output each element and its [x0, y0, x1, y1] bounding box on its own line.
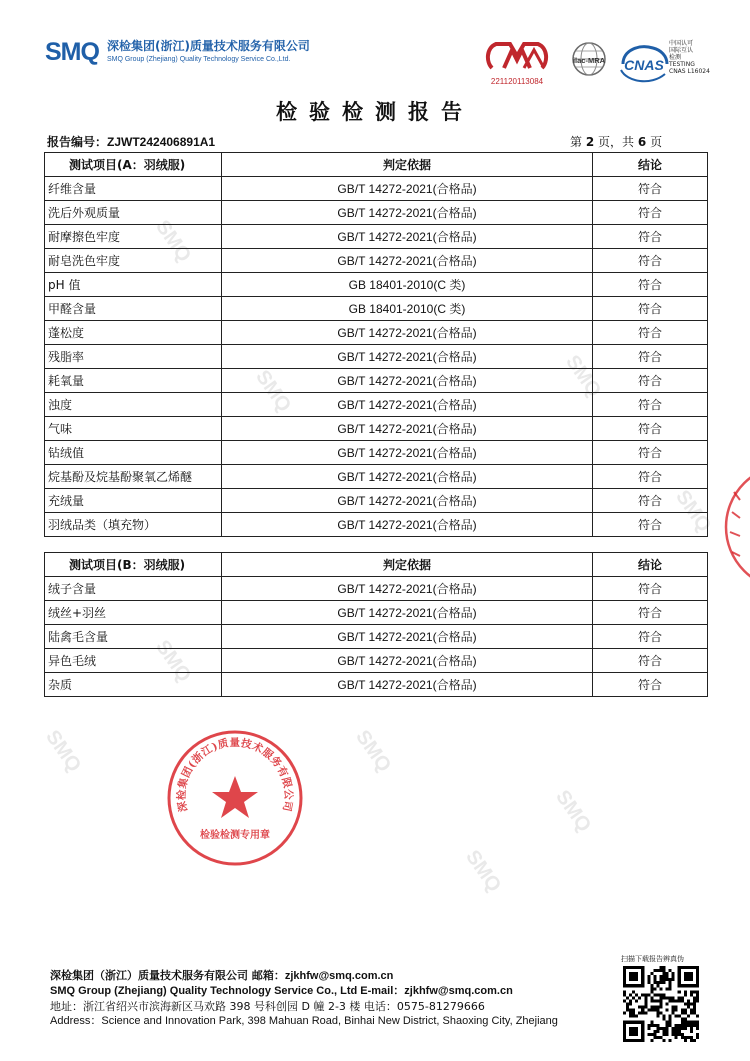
basis-cell: GB/T 14272-2021(合格品)	[222, 201, 593, 225]
watermark: SMQ	[551, 786, 596, 837]
cnas-side-line: TESTING	[669, 61, 695, 68]
footer-email-label: 邮箱：	[251, 969, 285, 982]
conclusion-cell: 符合	[593, 393, 708, 417]
watermark: SMQ	[351, 726, 396, 777]
test-item-cell: 甲醛含量	[45, 297, 222, 321]
table-row	[45, 321, 708, 345]
table-row	[45, 345, 708, 369]
conclusion-cell: 符合	[593, 673, 708, 697]
table-row	[45, 225, 708, 249]
cma-code: 221120113084	[490, 77, 544, 86]
basis-cell: GB/T 14272-2021(合格品)	[222, 489, 593, 513]
basis-cell: GB/T 14272-2021(合格品)	[222, 649, 593, 673]
basis-cell: GB/T 14272-2021(合格品)	[222, 321, 593, 345]
basis-cell: GB/T 14272-2021(合格品)	[222, 673, 593, 697]
table-row	[45, 489, 708, 513]
cnas-side-line: 中国认可	[669, 40, 694, 47]
conclusion-cell: 符合	[593, 489, 708, 513]
page-indicator	[570, 133, 662, 150]
basis-cell: GB/T 14272-2021(合格品)	[222, 577, 593, 601]
table-row	[45, 577, 708, 601]
conclusion-cell: 符合	[593, 321, 708, 345]
conclusion-cell: 符合	[593, 513, 708, 537]
results-table-b	[44, 552, 708, 697]
basis-cell: GB/T 14272-2021(合格品)	[222, 225, 593, 249]
table-row	[45, 465, 708, 489]
company-name-en: SMQ Group (Zhejiang) Quality Technology Service Co.,Ltd.	[106, 55, 291, 63]
test-item-cell: 烷基酚及烷基酚聚氧乙烯醚	[45, 465, 222, 489]
official-seal	[165, 728, 305, 872]
test-item-cell: 充绒量	[45, 489, 222, 513]
test-item-cell: 浊度	[45, 393, 222, 417]
table-row	[45, 417, 708, 441]
conclusion-cell: 符合	[593, 369, 708, 393]
table-row	[45, 249, 708, 273]
test-item-cell: 残脂率	[45, 345, 222, 369]
table-row	[45, 393, 708, 417]
table-row	[45, 649, 708, 673]
seal-bottom-text: 检验检测专用章	[200, 830, 270, 841]
header-conclusion: 结论	[593, 153, 708, 177]
footer-line-address-cn: 地址：浙江省绍兴市滨海新区马欢路 398 号科创园 D 幢 2-3 楼 电话：0575-81279666	[50, 1000, 485, 1013]
conclusion-cell: 符合	[593, 601, 708, 625]
page-mid: 页，共	[598, 135, 635, 149]
test-item-cell: 洗后外观质量	[45, 201, 222, 225]
basis-cell: GB/T 14272-2021(合格品)	[222, 345, 593, 369]
watermark: SMQ	[151, 216, 196, 267]
basis-cell: GB 18401-2010(C 类)	[222, 297, 593, 321]
conclusion-cell: 符合	[593, 177, 708, 201]
header-basis: 判定依据	[222, 153, 593, 177]
watermark: SMQ	[461, 846, 506, 897]
table-row	[45, 297, 708, 321]
company-logo	[45, 38, 310, 67]
conclusion-cell: 符合	[593, 577, 708, 601]
conclusion-cell: 符合	[593, 417, 708, 441]
test-item-cell: 钻绒值	[45, 441, 222, 465]
header-test-item: 测试项目(A：羽绒服)	[45, 153, 222, 177]
table-row	[45, 625, 708, 649]
conclusion-cell: 符合	[593, 345, 708, 369]
results-table-a	[44, 152, 708, 537]
test-item-cell: 蓬松度	[45, 321, 222, 345]
basis-cell: GB/T 14272-2021(合格品)	[222, 601, 593, 625]
test-item-cell: 绒子含量	[45, 577, 222, 601]
ilac-mra-mark	[567, 41, 611, 85]
test-item-cell: pH 值	[45, 273, 222, 297]
page-current: 2	[585, 135, 595, 149]
conclusion-cell: 符合	[593, 649, 708, 673]
footer-line-company-en: SMQ Group (Zhejiang) Quality Technology Service Co., Ltd E-mail：zjkhfw@smq.com.cn	[50, 985, 513, 997]
test-item-cell: 耗氧量	[45, 369, 222, 393]
cnas-side-line: 国际互认	[669, 47, 694, 54]
table-header-row	[45, 553, 708, 577]
cma-icon	[482, 40, 552, 72]
page-total: 6	[637, 135, 647, 149]
page-suffix: 页	[650, 135, 663, 149]
test-item-cell: 异色毛绒	[45, 649, 222, 673]
header-conclusion: 结论	[593, 553, 708, 577]
conclusion-cell: 符合	[593, 465, 708, 489]
report-number	[47, 133, 215, 150]
table-row	[45, 273, 708, 297]
footer-line-company	[50, 968, 558, 984]
company-name-cn: 深检集团(浙江)质量技术服务有限公司	[106, 38, 310, 53]
watermark: SMQ	[151, 636, 196, 687]
basis-cell: GB/T 14272-2021(合格品)	[222, 177, 593, 201]
footer-line-address-en: Address：Science and Innovation Park, 398 Mahuan Road, Binhai New District, Shaoxing City, Zhejiang	[50, 1015, 558, 1027]
test-item-cell: 耐摩擦色牢度	[45, 225, 222, 249]
logo-mark: SMQ	[45, 38, 99, 66]
table-row	[45, 441, 708, 465]
document-title: 检验检测报告	[276, 99, 474, 124]
cnas-side-line: 检测	[669, 54, 682, 61]
footer-company-cn: 深检集团（浙江）质量技术服务有限公司	[50, 969, 248, 982]
report-number-label: 报告编号：	[47, 135, 108, 149]
test-item-cell: 耐皂洗色牢度	[45, 249, 222, 273]
conclusion-cell: 符合	[593, 249, 708, 273]
test-item-cell: 绒丝+羽丝	[45, 601, 222, 625]
watermark: SMQ	[41, 726, 86, 777]
edge-seal	[722, 462, 750, 596]
basis-cell: GB/T 14272-2021(合格品)	[222, 465, 593, 489]
basis-cell: GB/T 14272-2021(合格品)	[222, 417, 593, 441]
basis-cell: GB/T 14272-2021(合格品)	[222, 249, 593, 273]
footer-email: zjkhfw@smq.com.cn	[284, 970, 394, 982]
basis-cell: GB/T 14272-2021(合格品)	[222, 369, 593, 393]
cnas-side-line: CNAS L16024	[669, 68, 710, 75]
verification-qr-code[interactable]	[623, 966, 699, 1046]
basis-cell: GB 18401-2010(C 类)	[222, 273, 593, 297]
basis-cell: GB/T 14272-2021(合格品)	[222, 393, 593, 417]
table-row	[45, 201, 708, 225]
test-item-cell: 气味	[45, 417, 222, 441]
conclusion-cell: 符合	[593, 625, 708, 649]
cma-certification-mark	[482, 40, 552, 86]
test-item-cell: 纤维含量	[45, 177, 222, 201]
table-row	[45, 601, 708, 625]
test-item-cell: 陆禽毛含量	[45, 625, 222, 649]
basis-cell: GB/T 14272-2021(合格品)	[222, 513, 593, 537]
cnas-label: CNAS	[624, 57, 664, 73]
ilac-icon	[567, 41, 611, 81]
table-row	[45, 177, 708, 201]
test-item-cell: 羽绒品类（填充物）	[45, 513, 222, 537]
footer-contact	[50, 968, 558, 1029]
table-row	[45, 513, 708, 537]
basis-cell: GB/T 14272-2021(合格品)	[222, 625, 593, 649]
table-header-row	[45, 153, 708, 177]
watermark: SMQ	[251, 366, 296, 417]
qr-code-icon	[623, 966, 699, 1042]
cnas-mark	[617, 42, 671, 90]
conclusion-cell: 符合	[593, 273, 708, 297]
qr-label: 扫描下载报告辨真伪	[621, 955, 684, 963]
basis-cell: GB/T 14272-2021(合格品)	[222, 441, 593, 465]
header-test-item: 测试项目(B：羽绒服)	[45, 553, 222, 577]
table-row	[45, 369, 708, 393]
ilac-label: ilac-MRA	[572, 56, 606, 65]
cnas-icon	[617, 42, 671, 86]
conclusion-cell: 符合	[593, 441, 708, 465]
seal-stamp-icon	[165, 728, 305, 868]
table-row	[45, 673, 708, 697]
seal-edge-icon	[722, 462, 750, 592]
page-prefix: 第	[570, 135, 583, 149]
conclusion-cell: 符合	[593, 297, 708, 321]
seal-arc-text: 深检集团(浙江)质量技术服务有限公司	[175, 736, 295, 813]
conclusion-cell: 符合	[593, 225, 708, 249]
test-item-cell: 杂质	[45, 673, 222, 697]
conclusion-cell: 符合	[593, 201, 708, 225]
cnas-side-text	[669, 40, 710, 75]
watermark: SMQ	[671, 486, 716, 537]
watermark: SMQ	[561, 351, 606, 402]
report-number-value: ZJWT242406891A1	[107, 135, 216, 149]
header-basis: 判定依据	[222, 553, 593, 577]
